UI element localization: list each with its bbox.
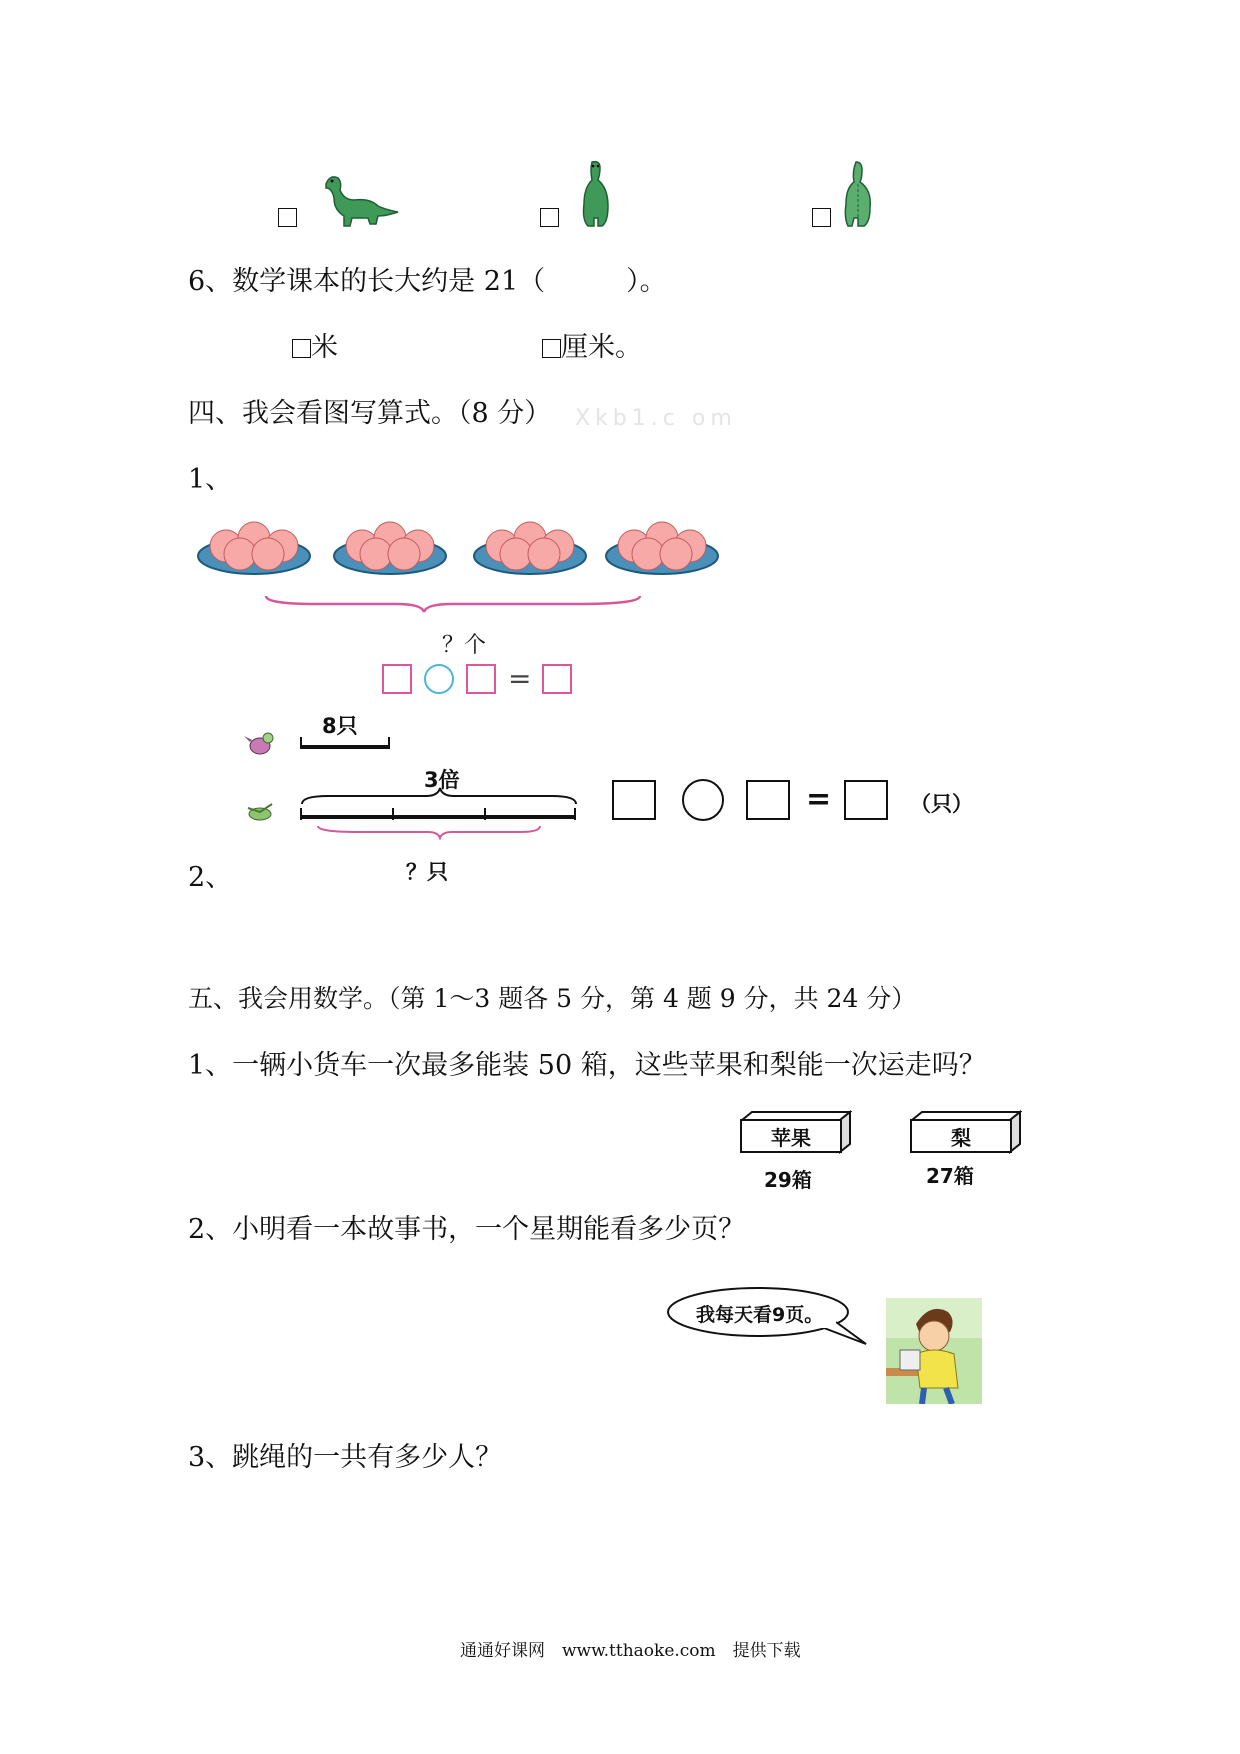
answer-box[interactable] — [382, 664, 412, 694]
brace — [266, 596, 640, 612]
long-bar — [298, 784, 580, 840]
operator-circle[interactable] — [682, 779, 724, 821]
equals-sign: = — [806, 782, 832, 817]
equals-sign: = — [508, 662, 532, 695]
times-label: 3倍 — [424, 768, 460, 792]
question-5-1: 1、一辆小货车一次最多能装 50 箱，这些苹果和梨能一次运走吗？ — [188, 1050, 986, 1081]
question-1-label: 1、 — [188, 464, 233, 495]
checkbox[interactable] — [278, 208, 297, 227]
peach-plate-icon — [334, 522, 446, 574]
footer: 通通好课网 www.tthaoke.com 提供下载 — [460, 1641, 801, 1661]
question-5-2: 2、小明看一本故事书，一个星期能看多少页？ — [188, 1214, 746, 1245]
option-centimeter — [542, 334, 642, 361]
question-5-3: 3、跳绳的一共有多少人？ — [188, 1442, 503, 1473]
answer-box[interactable] — [466, 664, 496, 694]
pear-crate — [910, 1110, 1022, 1154]
crate-count: 29箱 — [764, 1168, 812, 1192]
dinosaur-back-icon — [838, 160, 878, 230]
checkbox[interactable] — [812, 208, 831, 227]
option-label: 厘米。 — [561, 332, 642, 363]
peach-plate-icon — [198, 522, 310, 574]
answer-box[interactable] — [844, 780, 888, 820]
watermark: Xkb1.c om — [575, 406, 737, 431]
section-5-heading: 五、我会用数学。（第 1～3 题各 5 分，第 4 题 9 分，共 24 分） — [188, 984, 917, 1013]
bird-icon — [244, 800, 278, 826]
crate-label: 苹果 — [740, 1119, 842, 1153]
peach-plate-icon — [474, 522, 586, 574]
question-6: 6、数学课本的长大约是 21（ ）。 — [188, 266, 667, 297]
crate-count: 27箱 — [926, 1164, 974, 1188]
question-2-label: 2、 — [188, 862, 233, 893]
speech-text: 我每天看9页。 — [696, 1304, 824, 1326]
peaches-question: ？个 — [442, 633, 487, 658]
short-bar — [300, 745, 390, 749]
peach-plate-icon — [606, 522, 718, 574]
dinosaur-side-icon — [320, 170, 400, 230]
answer-box[interactable] — [542, 664, 572, 694]
crate-label: 梨 — [910, 1119, 1012, 1153]
apple-crate — [740, 1110, 852, 1154]
section-4-heading: 四、我会看图写算式。（8 分） — [188, 398, 552, 429]
boy-reading-icon — [886, 1298, 982, 1404]
option-label: 米 — [311, 332, 338, 363]
option-meter — [292, 334, 338, 361]
answer-box[interactable] — [746, 780, 790, 820]
checkbox[interactable] — [292, 339, 311, 358]
bird-count-label: 8只 — [322, 714, 358, 738]
checkbox[interactable] — [540, 208, 559, 227]
answer-box[interactable] — [612, 780, 656, 820]
bird-icon — [244, 728, 278, 760]
operator-circle[interactable] — [424, 664, 454, 694]
checkbox[interactable] — [542, 339, 561, 358]
peach-plates — [196, 518, 726, 632]
unit-label: （只） — [910, 792, 973, 816]
dinosaur-front-icon — [576, 160, 616, 230]
unknown-label: ？只 — [406, 860, 448, 884]
